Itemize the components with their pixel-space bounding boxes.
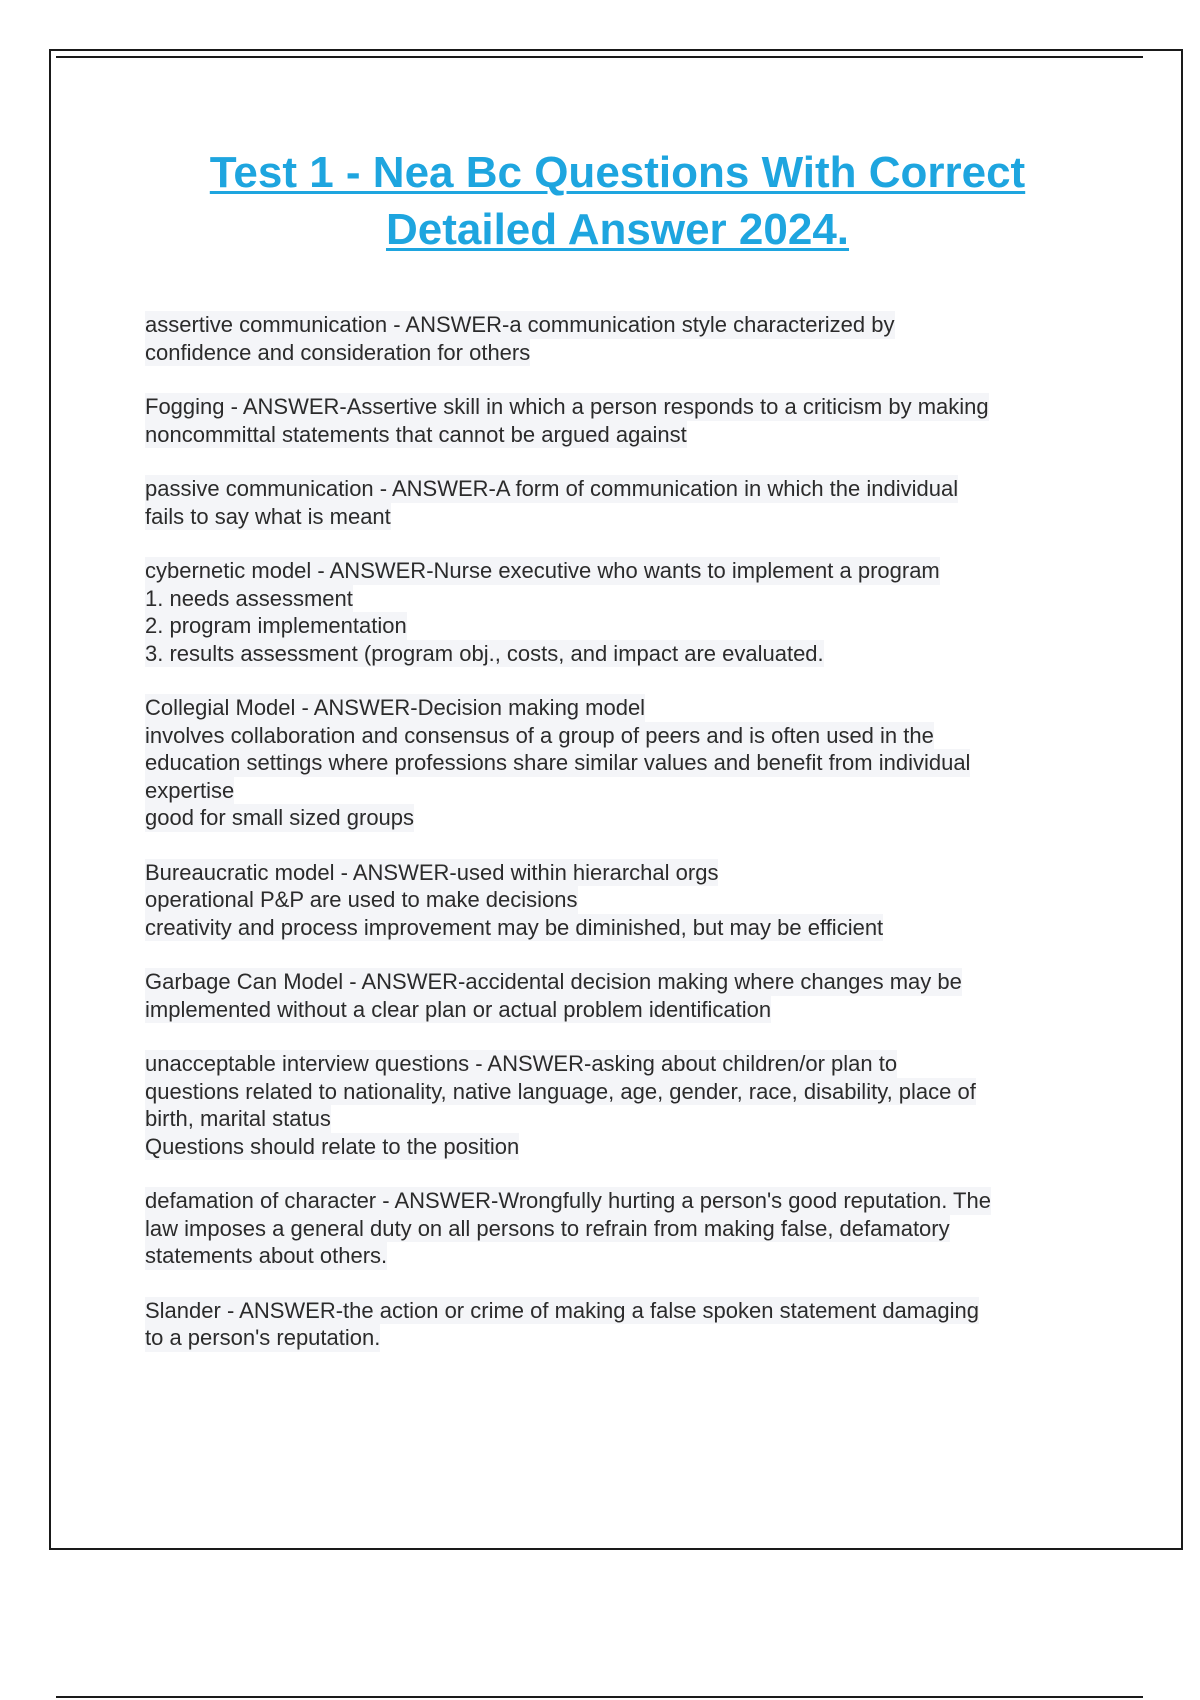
qa-entry-line: implemented without a clear plan or actual problem identification: [145, 996, 772, 1022]
qa-entry-line: good for small sized groups: [145, 805, 415, 830]
title-line-2: Detailed Answer 2024.: [385, 205, 850, 254]
qa-entry-line: 1. needs assessment: [145, 585, 353, 611]
top-rule: [56, 56, 1143, 58]
qa-entry-line: noncommittal statements that cannot be argued against: [145, 421, 687, 447]
qa-entry-line: Questions should relate to the position: [145, 1133, 520, 1159]
qa-entry-line: questions related to nationality, native language, age, gender, race, disability, place of: [145, 1078, 976, 1104]
qa-entry-line: Fogging - ANSWER-Assertive skill in which a person responds to a criticism by making: [145, 394, 989, 419]
qa-entry-line: Bureaucratic model - ANSWER-used within hierarchal orgs: [145, 859, 719, 885]
qa-entry: [145, 475, 1085, 530]
qa-entry: [145, 968, 1085, 1023]
qa-entry-line: Collegial Model - ANSWER-Decision making model: [145, 695, 646, 720]
qa-entry: [145, 1050, 1085, 1160]
qa-entry-line: education settings where professions share similar values and benefit from individual: [145, 750, 971, 775]
qa-entry-line: 2. program implementation: [145, 613, 407, 638]
qa-entry: [145, 311, 1085, 366]
qa-entry-line: confidence and consideration for others: [145, 339, 531, 365]
qa-entry-line: law imposes a general duty on all persons to refrain from making false, defamatory: [145, 1215, 950, 1241]
qa-entry-line: Slander - ANSWER-the action or crime of making a false spoken statement damaging: [145, 1297, 979, 1323]
qa-entry-line: unacceptable interview questions - ANSWER-asking about children/or plan to: [145, 1051, 898, 1076]
qa-entry-line: defamation of character - ANSWER-Wrongfully hurting a person's good reputation. The: [145, 1188, 991, 1213]
qa-entry-line: birth, marital status: [145, 1106, 331, 1131]
qa-entry-line: 3. results assessment (program obj., costs, and impact are evaluated.: [145, 640, 824, 666]
qa-entry-line: statements about others.: [145, 1243, 388, 1268]
qa-entry-line: creativity and process improvement may be diminished, but may be efficient: [145, 914, 884, 940]
qa-entry-line: assertive communication - ANSWER-a communication style characterized by: [145, 312, 895, 337]
qa-entry-line: cybernetic model - ANSWER-Nurse executive who wants to implement a program: [145, 558, 940, 583]
document-title: [100, 144, 1135, 258]
qa-entry: [145, 859, 1085, 942]
qa-entry: [145, 694, 1085, 832]
bottom-rule: [56, 1696, 1143, 1698]
qa-entry-list: [145, 311, 1085, 1379]
qa-entry-line: passive communication - ANSWER-A form of communication in which the individual: [145, 476, 959, 501]
title-line-1: Test 1 - Nea Bc Questions With Correct: [209, 148, 1026, 197]
qa-entry: [145, 1297, 1085, 1352]
qa-entry-line: operational P&P are used to make decisions: [145, 887, 578, 912]
qa-entry-line: to a person's reputation.: [145, 1325, 381, 1350]
qa-entry-line: expertise: [145, 777, 235, 803]
qa-entry-line: involves collaboration and consensus of a group of peers and is often used in the: [145, 722, 934, 748]
qa-entry: [145, 393, 1085, 448]
qa-entry-line: fails to say what is meant: [145, 503, 391, 529]
qa-entry: [145, 1187, 1085, 1270]
qa-entry-line: Garbage Can Model - ANSWER-accidental decision making where changes may be: [145, 969, 962, 994]
qa-entry: [145, 557, 1085, 667]
